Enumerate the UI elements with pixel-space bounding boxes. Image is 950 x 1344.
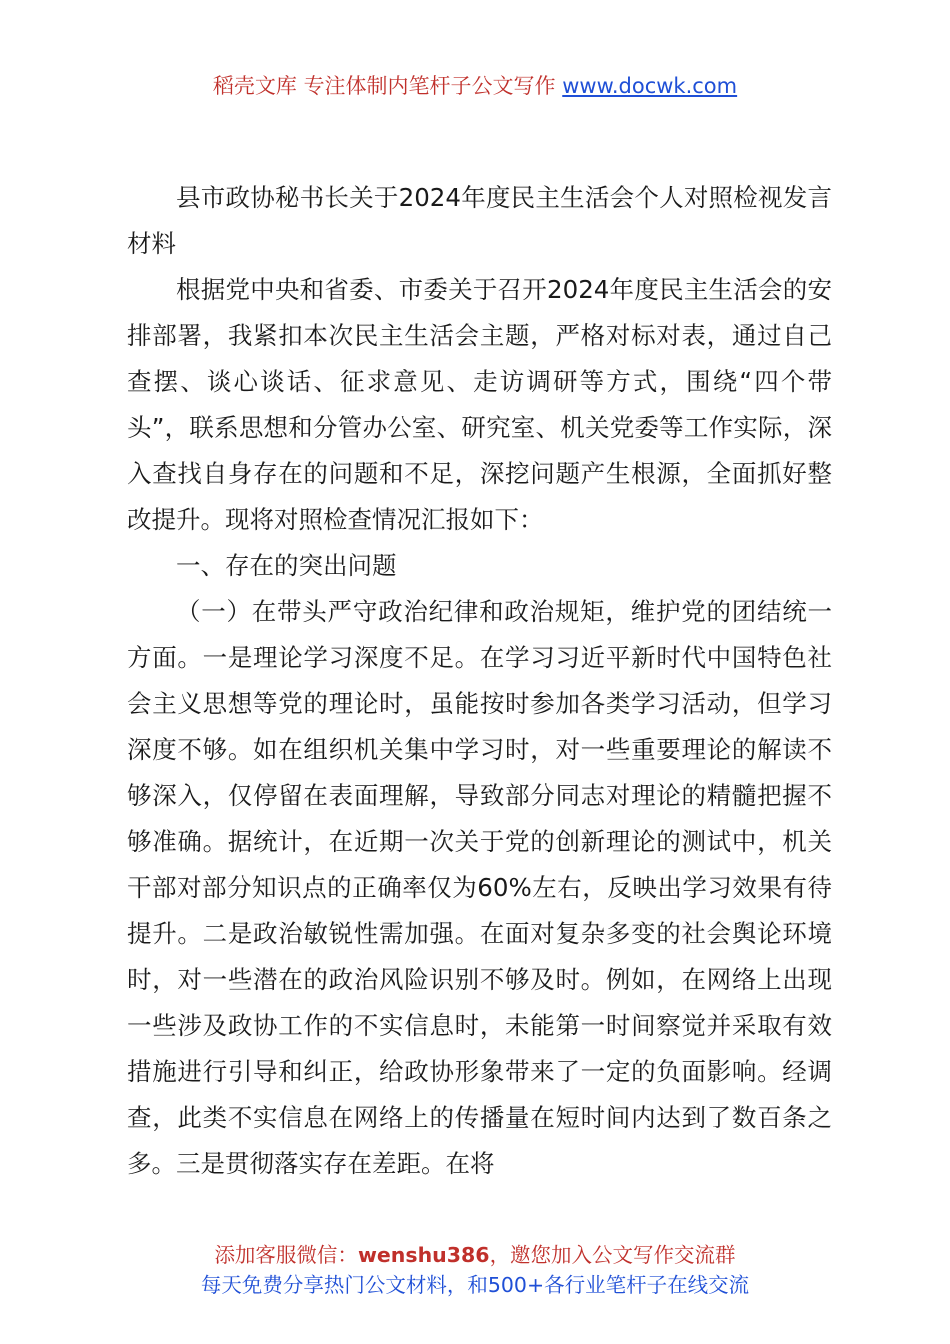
wechat-id: wenshu386 (357, 1243, 490, 1267)
footer-promo-line: 每天免费分享热门公文材料，和500+各行业笔杆子在线交流 (200, 1273, 750, 1297)
document-title: 县市政协秘书长关于2024年度民主生活会个人对照检视发言材料 (127, 183, 832, 258)
page-footer (0, 1240, 950, 1300)
footer-contact-line (0, 1240, 950, 1270)
footer-contact-suffix: ，邀您加入公文写作交流群 (489, 1243, 736, 1267)
page-header (0, 70, 950, 100)
document-body (127, 175, 832, 1187)
section-heading: 一、存在的突出问题 (176, 551, 397, 580)
footer-contact-prefix: 添加客服微信： (214, 1243, 358, 1267)
body-paragraph: （一）在带头严守政治纪律和政治规矩，维护党的团结统一方面。一是理论学习深度不足。在学习习近平新时代中国特色社会主义思想等党的理论时，虽能按时参加各类学习活动，但学习深度不够。如在组织机关集中学习时，对一些重要理论的解读不够深入，仅停留在表面理解，导致部分同志对理论的精髓把握不够准确。据统计，在近期一次关于党的创新理论的测试中，机关干部对部分知识点的正确率仅为60%左右，反映出学习效果有待提升。二是政治敏锐性需加强。在面对复杂多变的社会舆论环境时，对一些潜在的政治风险识别不够及时。例如，在网络上出现一些涉及政协工作的不实信息时，未能第一时间察觉并采取有效措施进行引导和纠正，给政协形象带来了一定的负面影响。经调查，此类不实信息在网络上的传播量在短时间内达到了数百条之多。三是贯彻落实存在差距。在将 (127, 597, 832, 1178)
intro-paragraph: 根据党中央和省委、市委关于召开2024年度民主生活会的安排部署，我紧扣本次民主生活会主题，严格对标对表，通过自己查摆、谈心谈话、征求意见、走访调研等方式，围绕“四个带头”，联系思想和分管办公室、研究室、机关党委等工作实际，深入查找自身存在的问题和不足，深挖问题产生根源，全面抓好整改提升。现将对照检查情况汇报如下： (127, 275, 832, 534)
brand-name: 稻壳文库 (212, 74, 297, 98)
site-link[interactable]: www.docwk.com (562, 74, 738, 98)
brand-tagline: 专注体制内笔杆子公文写作 (303, 74, 556, 98)
